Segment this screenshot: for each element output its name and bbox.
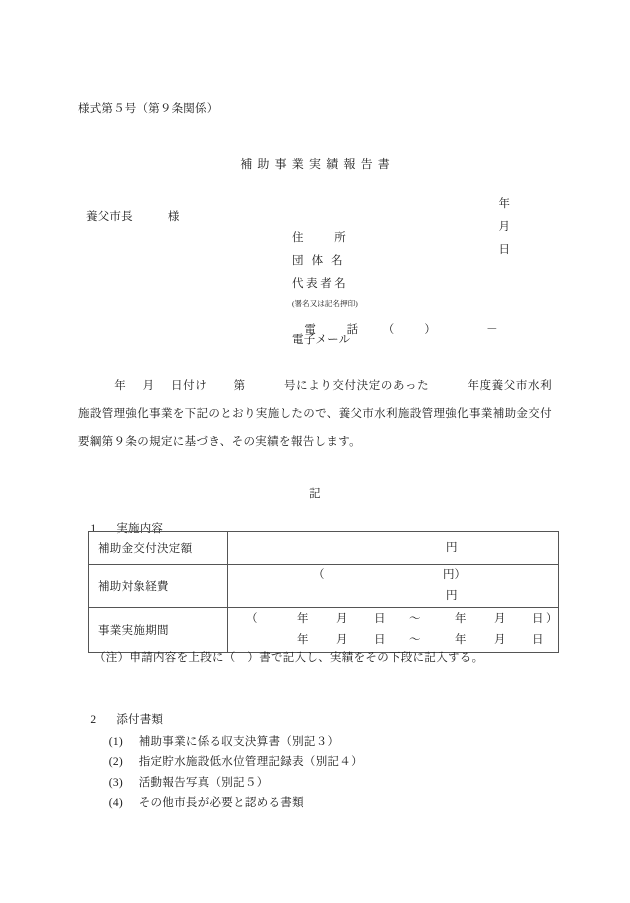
period-tilde: ～ xyxy=(409,634,421,646)
body-line-3: 規定に基づき、その実績を報告します。 xyxy=(149,436,362,448)
list-item-text: 指定貯水施設低水位管理記録表（別記４） xyxy=(138,755,363,768)
body-day-label: 日付け xyxy=(170,380,208,392)
list-item-index: (3) xyxy=(108,776,124,789)
yen-unit: 円 xyxy=(446,590,458,602)
date-year-label: 年 xyxy=(498,197,510,210)
applicant-representative-label: 代表者名 xyxy=(292,278,349,290)
list-item-index: (2) xyxy=(108,755,124,768)
section-2-number: 2 xyxy=(90,713,97,726)
body-line-2: 事業を下記のとおり実施したので、養父市水利施設管理強化事業補助金交付要綱第９条の xyxy=(78,408,552,448)
applicant-email-label: 電子メール xyxy=(292,334,351,346)
date-day-label: 日 xyxy=(498,243,510,256)
ki-marker: 記 xyxy=(309,488,321,500)
list-item-index: (1) xyxy=(108,735,124,748)
section-2-label: 添付書類 xyxy=(116,713,164,726)
row-value-subsidy-decided-amount xyxy=(228,532,559,565)
list-item-text: その他市長が必要と認める書類 xyxy=(138,796,304,809)
cell-line xyxy=(228,538,558,559)
table-row xyxy=(89,532,559,565)
paren-open: （ xyxy=(313,569,325,581)
row-value-eligible-expenses xyxy=(228,565,559,608)
date-month-label: 月 xyxy=(498,220,510,233)
table-row xyxy=(89,608,559,653)
body-number-suffix: 号により交付決定のあった xyxy=(283,380,430,392)
row-label-eligible-expenses: 補助対象経費 xyxy=(89,565,228,608)
body-month-label: 月 xyxy=(142,380,155,392)
period-to-month: 月 xyxy=(494,634,506,646)
applicant-seal-note: (署名又は記名押印) xyxy=(292,299,358,308)
cell-line xyxy=(228,586,558,607)
table-note: （注）申請内容を上段に（ ）書で記入し、実績をその下段に記入する。 xyxy=(94,652,484,664)
list-item xyxy=(96,786,304,821)
yen-unit: 円 xyxy=(446,541,458,554)
row-value-project-period xyxy=(228,608,559,653)
telephone-paren-close: ） xyxy=(424,323,437,336)
body-paragraph xyxy=(78,372,552,456)
body-fiscal-year: 年度養父市水利施設管理強化 xyxy=(78,380,552,420)
row-label-subsidy-decided-amount: 補助金交付決定額 xyxy=(89,532,228,565)
performance-table xyxy=(88,531,559,653)
period-from-month: 月 xyxy=(336,613,348,625)
telephone-dash: － xyxy=(486,323,498,336)
list-item-text: 補助事業に係る収支決算書（別記３） xyxy=(138,735,340,748)
date-line xyxy=(487,187,513,268)
applicant-telephone-label: 電 話 xyxy=(304,323,361,336)
period-to-day: 日 xyxy=(532,634,544,646)
period-from-year: 年 xyxy=(297,634,309,646)
applicant-address-label: 住 所 xyxy=(292,232,349,244)
period-paren-close: ） xyxy=(546,613,558,625)
period-from-day: 日 xyxy=(374,634,386,646)
section-1-label: 実施内容 xyxy=(116,522,164,535)
telephone-paren-open: （ xyxy=(382,323,395,336)
cell-line xyxy=(228,565,558,586)
period-to-month: 月 xyxy=(494,613,506,625)
applicant-organization-label: 団 体 名 xyxy=(292,255,346,267)
period-to-year: 年 xyxy=(455,613,467,625)
addressee-line: 養父市長 様 xyxy=(86,211,180,223)
period-paren-open: （ xyxy=(246,613,258,625)
period-to-year: 年 xyxy=(455,634,467,646)
period-to-day: 日 xyxy=(532,613,544,625)
list-item-text: 活動報告写真（別記５） xyxy=(138,776,269,789)
row-label-project-period: 事業実施期間 xyxy=(89,608,228,653)
body-number-prefix: 第 xyxy=(233,380,246,392)
body-year-label: 年 xyxy=(114,380,127,392)
section-1-number: 1 xyxy=(90,522,97,535)
period-from-day: 日 xyxy=(374,613,386,625)
form-number: 様式第５号（第９条関係） xyxy=(78,103,219,115)
table-row xyxy=(89,565,559,608)
list-item-index: (4) xyxy=(108,796,124,809)
period-tilde: ～ xyxy=(409,613,421,625)
yen-unit-paren: 円） xyxy=(443,569,466,581)
period-from-year: 年 xyxy=(297,613,309,625)
cell-line xyxy=(228,609,558,630)
period-from-month: 月 xyxy=(336,634,348,646)
cell-line xyxy=(228,630,558,651)
page-title: 補助事業実績報告書 xyxy=(240,157,395,171)
